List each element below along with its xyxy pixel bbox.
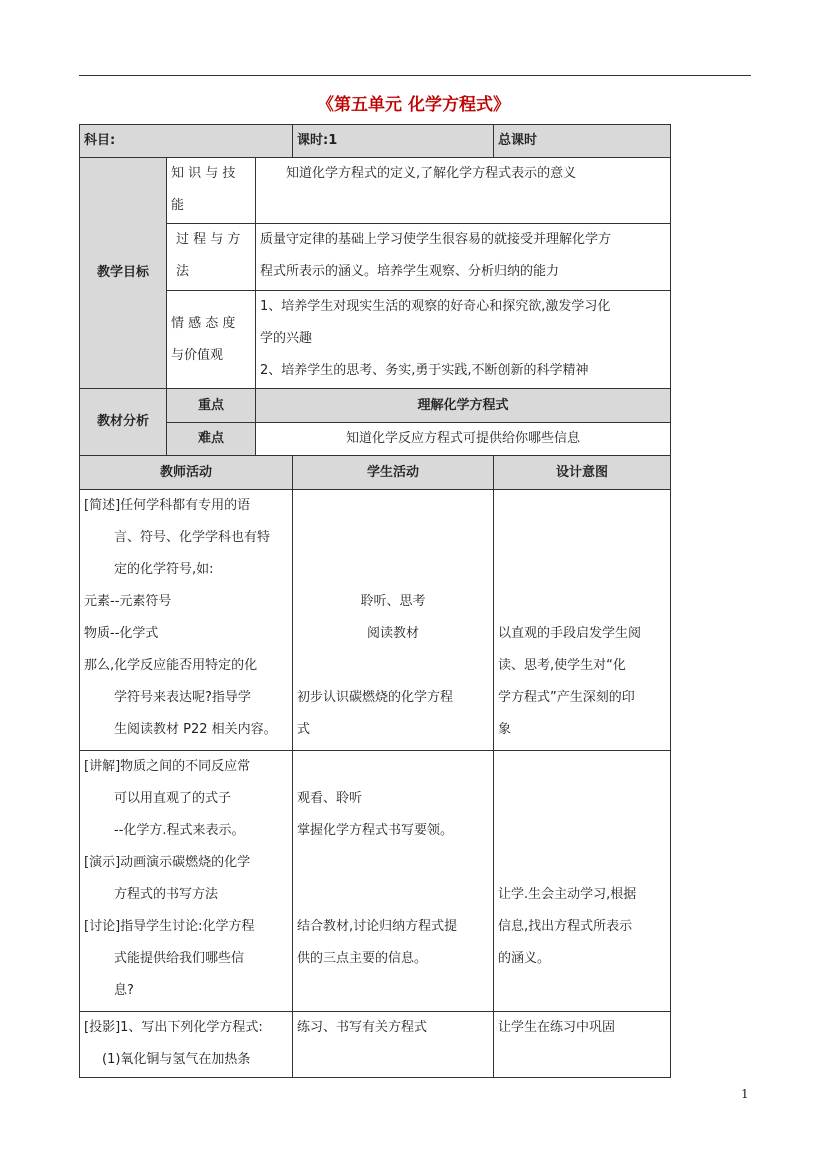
activity-header-row <box>80 456 671 490</box>
student-activity-cell: 练习、书写有关方程式 <box>293 1012 494 1078</box>
teacher-activity-cell: [投影]1、写出下列化学方程式: (1)氧化铜与氢气在加热条 <box>80 1012 293 1078</box>
emotion-label: 情 感 态 度 与价值观 <box>167 291 256 389</box>
page-number: 1 <box>741 1087 749 1101</box>
difficult-point-text: 知道化学反应方程式可提供给你哪些信息 <box>256 423 671 456</box>
emotion-text: 1、培养学生对现实生活的观察的好奇心和探究欲,激发学习化 学的兴趣 2、培养学生的思考、务实,勇于实践,不断创新的科学精神 <box>256 291 671 389</box>
header-row <box>80 125 671 158</box>
analysis-label: 教材分析 <box>80 389 167 456</box>
key-point-text: 理解化学方程式 <box>256 389 671 423</box>
process-text: 质量守定律的基础上学习使学生很容易的就接受并理解化学方 程式所表示的涵义。培养学生观察、分析归纳的能力 <box>256 224 671 291</box>
teacher-activity-cell: [讲解]物质之间的不同反应常 可以用直观了的式子 --化学方.程式来表示。 [演示]动画演示碳燃烧的化学 方程式的书写方法 [讨论]指导学生讨论:化学方程 式能提供给我们哪些信 息? <box>80 751 293 1012</box>
table-row <box>80 1012 671 1078</box>
objectives-label: 教学目标 <box>80 158 167 389</box>
knowledge-label: 知 识 与 技 能 <box>167 158 256 224</box>
document-title: 《第五单元 化学方程式》 <box>317 95 510 115</box>
design-intent-cell: 让学生在练习中巩固 <box>494 1012 671 1078</box>
knowledge-text: 知道化学方程式的定义,了解化学方程式表示的意义 <box>256 158 671 224</box>
teacher-activity-cell: [简述]任何学科都有专用的语 言、符号、化学学科也有特 定的化学符号,如: 元素--元素符号 物质--化学式 那么,化学反应能否用特定的化 学符号来表达呢?指导学 生阅读教材 P22 相关内容。 <box>80 490 293 751</box>
subject-cell: 科目: <box>80 125 293 158</box>
period-cell: 课时:1 <box>293 125 494 158</box>
table-row <box>80 490 671 751</box>
student-activity-header: 学生活动 <box>293 456 494 490</box>
design-intent-cell: 以直观的手段启发学生阅 读、思考,使学生对“化 学方程式”产生深刻的印 象 <box>494 490 671 751</box>
design-intent-header: 设计意图 <box>494 456 671 490</box>
key-point-label: 重点 <box>167 389 256 423</box>
lesson-plan-table <box>79 124 671 1078</box>
design-intent-cell: 让学.生会主动学习,根据 信息,找出方程式所表示 的涵义。 <box>494 751 671 1012</box>
student-activity-cell: 聆听、思考 阅读教材 初步认识碳燃烧的化学方程 式 <box>293 490 494 751</box>
process-label: 过 程 与 方 法 <box>167 224 256 291</box>
teacher-activity-header: 教师活动 <box>80 456 293 490</box>
difficult-point-label: 难点 <box>167 423 256 456</box>
header-rule <box>79 75 751 76</box>
total-period-cell: 总课时 <box>494 125 671 158</box>
table-row <box>80 751 671 1012</box>
student-activity-cell: 观看、聆听 掌握化学方程式书写要领。 结合教材,讨论归纳方程式提 供的三点主要的信息。 <box>293 751 494 1012</box>
